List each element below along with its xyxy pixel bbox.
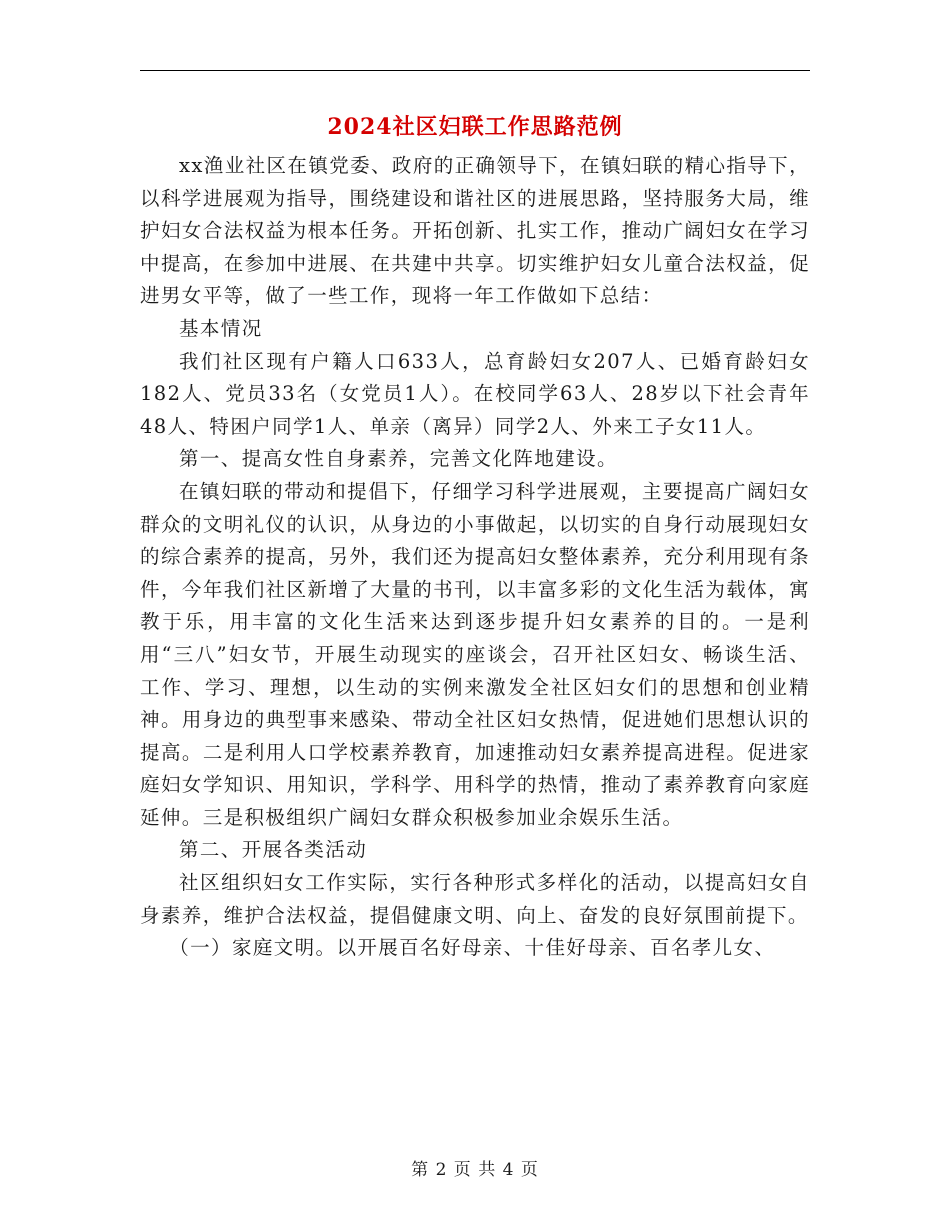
heading-section-two: 第二、开展各类活动 — [179, 838, 368, 862]
page-footer: 第 2 页 共 4 页 — [411, 1160, 539, 1180]
paragraph-section-two: 社区组织妇女工作实际，实行各种形式多样化的活动，以提高妇女自身素养，维护合法权益，提倡健康文明、向上、奋发的良好氛围前提下。 — [140, 871, 810, 927]
heading-basic-situation: 基本情况 — [179, 316, 263, 340]
document-title: 2024社区妇联工作思路范例 — [327, 114, 623, 140]
heading-section-one: 第一、提高女性自身素养，完善文化阵地建设。 — [179, 447, 618, 471]
paragraph-family-civility: （一）家庭文明。以开展百名好母亲、十佳好母亲、百名孝儿女、 — [169, 936, 776, 960]
paragraph-section-one: 在镇妇联的带动和提倡下，仔细学习科学进展观，主要提高广阔妇女群众的文明礼仪的认识，从身边的小事做起，以切实的自身行动展现妇女的综合素养的提高，另外，我们还为提高妇女整体素养，充分利用现有条件，今年我们社区新增了大量的书刊，以丰富多彩的文化生活为载体，寓教于乐，用丰富的文化生活来达到逐步提升妇女素养的目的。一是利用“三八”妇女节，开展生动现实的座谈会，召开社区妇女、畅谈生活、工作、学习、理想，以生动的实例来激发全社区妇女们的思想和创业精神。用身边的典型事来感染、带动全社区妇女热情，促进她们思想认识的提高。二是利用人口学校素养教育，加速推动妇女素养提高进程。促进家庭妇女学知识、用知识，学科学、用科学的热情，推动了素养教育向家庭延伸。三是积极组织广阔妇女群众积极参加业余娱乐生活。 — [140, 479, 810, 829]
header-rule — [140, 70, 810, 71]
paragraph-population: 我们社区现有户籍人口633人，总育龄妇女207人、已婚育龄妇女182人、党员33名（女党员1人）。在校同学63人、28岁以下社会青年48人、特困户同学1人、单亲（离异）同学2人、外来工子女11人。 — [140, 349, 810, 438]
document-body — [140, 150, 810, 965]
paragraph-intro: xx渔业社区在镇党委、政府的正确领导下，在镇妇联的精心指导下，以科学进展观为指导，围绕建设和谐社区的进展思路，坚持服务大局，维护妇女合法权益为根本任务。开拓创新、扎实工作，推动广阔妇女在学习中提高，在参加中进展、在共建中共享。切实维护妇女儿童合法权益，促进男女平等，做了一些工作，现将一年工作做如下总结： — [140, 154, 810, 308]
